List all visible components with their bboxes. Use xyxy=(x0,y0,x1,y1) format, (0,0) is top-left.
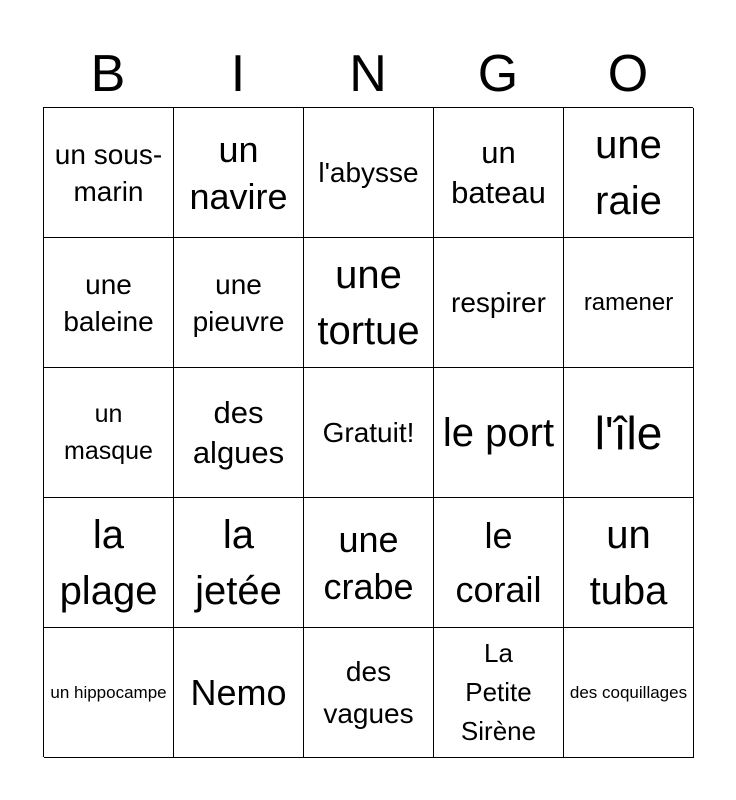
bingo-cell-r3-c3[interactable] xyxy=(304,368,434,498)
bingo-cell-r4-c3[interactable] xyxy=(304,498,434,628)
bingo-cell-label: une raie xyxy=(595,122,662,223)
bingo-cell-r3-c4[interactable] xyxy=(434,368,564,498)
bingo-cell-r4-c5[interactable] xyxy=(564,498,694,628)
bingo-cell-label: Nemo xyxy=(190,672,287,713)
bingo-cell-r2-c2[interactable] xyxy=(174,238,304,368)
bingo-cell-label: l'abysse xyxy=(318,157,419,188)
header-letter-g: G xyxy=(477,45,519,103)
bingo-cell-r5-c5[interactable] xyxy=(564,628,694,758)
bingo-cell-r5-c1[interactable] xyxy=(44,628,174,758)
bingo-cell-r4-c4[interactable] xyxy=(434,498,564,628)
bingo-cell-r1-c3[interactable] xyxy=(304,108,434,238)
bingo-cell-r1-c4[interactable] xyxy=(434,108,564,238)
bingo-cell-label: des coquillages xyxy=(569,682,688,702)
bingo-cell-label: une pieuvre xyxy=(192,268,285,337)
bingo-cell-r4-c2[interactable] xyxy=(174,498,304,628)
bingo-cell-r3-c1[interactable] xyxy=(44,368,174,498)
bingo-cell-label: l'île xyxy=(594,406,663,459)
bingo-cell-label: le port xyxy=(442,410,555,455)
bingo-cell-label: des algues xyxy=(192,394,285,470)
bingo-cell-label: La Petite Sirène xyxy=(460,638,537,746)
bingo-cell-label: la plage xyxy=(59,512,158,613)
header-letter-o: O xyxy=(607,45,649,103)
bingo-cell-r1-c1[interactable] xyxy=(44,108,174,238)
bingo-cell-r2-c4[interactable] xyxy=(434,238,564,368)
bingo-cell-r3-c5[interactable] xyxy=(564,368,694,498)
bingo-cell-label: un bateau xyxy=(451,134,546,210)
header-letter-n: N xyxy=(349,45,387,103)
bingo-cell-label: la jetée xyxy=(195,512,282,613)
bingo-cell-label: une crabe xyxy=(323,518,414,607)
bingo-board xyxy=(43,107,693,757)
bingo-cell-r4-c1[interactable] xyxy=(44,498,174,628)
bingo-cell-r2-c5[interactable] xyxy=(564,238,694,368)
bingo-cell-label: un hippocampe xyxy=(50,682,167,702)
bingo-cell-r2-c3[interactable] xyxy=(304,238,434,368)
bingo-cell-r1-c5[interactable] xyxy=(564,108,694,238)
header-letter-b: B xyxy=(90,45,126,103)
bingo-header xyxy=(43,40,693,108)
bingo-cell-r3-c2[interactable] xyxy=(174,368,304,498)
bingo-cell-r2-c1[interactable] xyxy=(44,238,174,368)
bingo-cell-r5-c2[interactable] xyxy=(174,628,304,758)
bingo-cell-label: respirer xyxy=(451,287,546,318)
bingo-cell-label: un navire xyxy=(189,128,288,217)
bingo-cell-r1-c2[interactable] xyxy=(174,108,304,238)
bingo-cell-label: un sous-marin xyxy=(54,138,163,207)
bingo-cell-label: le corail xyxy=(455,514,542,610)
bingo-cell-label: un masque xyxy=(64,399,153,465)
header-letter-i: I xyxy=(230,45,246,103)
bingo-cell-label: Gratuit! xyxy=(322,416,415,448)
bingo-cell-r5-c3[interactable] xyxy=(304,628,434,758)
bingo-cell-label: une baleine xyxy=(63,268,154,337)
bingo-cell-label: des vagues xyxy=(323,655,414,729)
bingo-cell-label: ramener xyxy=(583,288,674,316)
bingo-cell-label: une tortue xyxy=(317,252,420,353)
bingo-cell-label: un tuba xyxy=(589,512,668,613)
bingo-cell-r5-c4[interactable] xyxy=(434,628,564,758)
